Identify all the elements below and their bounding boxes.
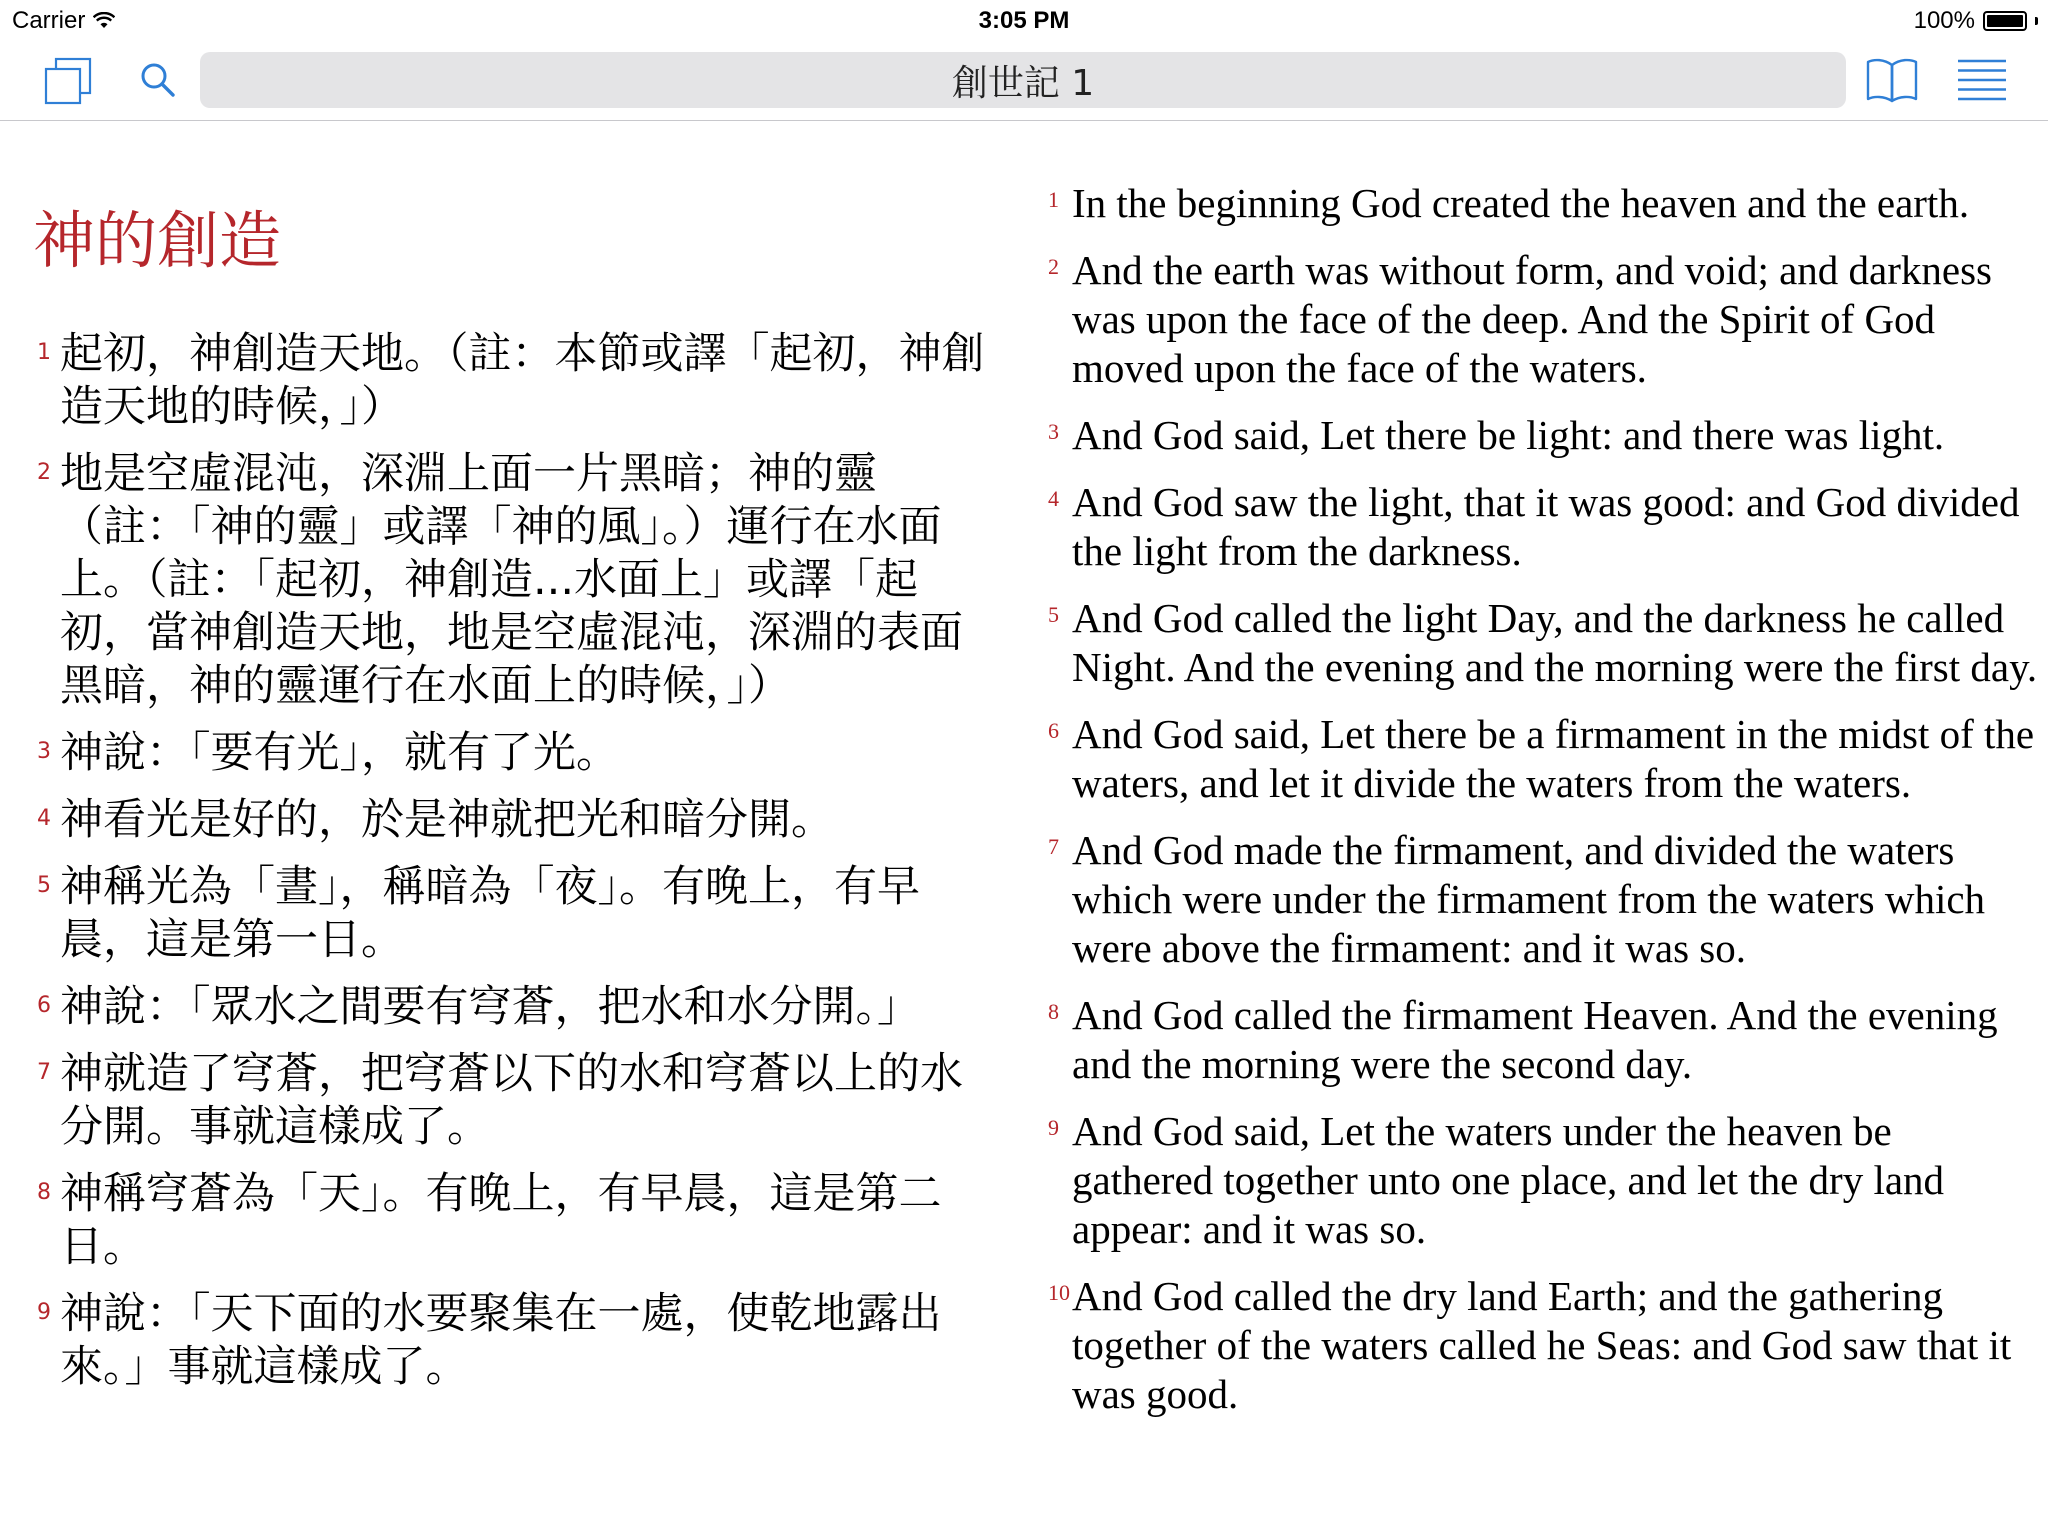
navigation-toolbar (0, 40, 2048, 121)
verse-number: 2 (37, 460, 51, 485)
verse-number: 7 (1048, 834, 1059, 859)
verse[interactable] (1050, 179, 2040, 228)
battery-indicator (1914, 7, 2038, 35)
carrier-label: Carrier (12, 7, 86, 34)
verse[interactable] (33, 727, 998, 780)
windows-button[interactable] (38, 52, 98, 108)
verse-number: 1 (1048, 187, 1059, 212)
verse-number: 10 (1048, 1280, 1070, 1305)
chinese-verse-list (33, 328, 998, 1408)
verse-text: 神稱光為「晝」，稱暗為「夜」。有晚上，有早晨，這是第一日。 (60, 862, 920, 965)
verse-number: 9 (37, 1300, 51, 1325)
verse-number: 6 (37, 993, 51, 1018)
verse-text: And God made the firmament, and divided the waters which were under the firmament from the waters which were above the firmament: and it was so. (1072, 827, 1986, 971)
verse[interactable] (1050, 1272, 2040, 1419)
verse[interactable] (1050, 478, 2040, 576)
search-icon (138, 60, 178, 100)
verse-number: 8 (37, 1180, 51, 1205)
verse-number: 5 (1048, 602, 1059, 627)
verse[interactable] (33, 1048, 998, 1154)
verse-number: 2 (1048, 254, 1059, 279)
verse-text: And God said, Let the waters under the heaven be gathered together unto one place, and let the dry land appear: and it was so. (1072, 1108, 1945, 1252)
verse-text: And the earth was without form, and void; and darkness was upon the face of the deep. And the Spirit of God moved upon the face of the waters. (1072, 247, 1993, 391)
verse-number: 3 (37, 739, 51, 764)
verse-text: And God called the dry land Earth; and the gathering together of the waters called he Seas: and God saw that it was good. (1072, 1273, 2012, 1417)
verse[interactable] (1050, 246, 2040, 393)
library-button[interactable] (1862, 52, 1922, 108)
verse-text: And God saw the light, that it was good: and God divided the light from the darkness. (1072, 479, 2020, 574)
book-icon (1864, 55, 1920, 105)
verse-number: 8 (1048, 999, 1059, 1024)
chinese-text-panel[interactable] (0, 121, 1010, 1536)
verse[interactable] (33, 328, 998, 434)
search-button[interactable] (128, 52, 188, 108)
verse-number: 4 (1048, 486, 1059, 511)
verse[interactable] (1050, 826, 2040, 973)
list-icon (1957, 58, 2007, 102)
verse-text: 神看光是好的，於是神就把光和暗分開。 (60, 795, 834, 845)
verse-number: 5 (37, 873, 51, 898)
verse-number: 1 (37, 340, 51, 365)
verse-number: 9 (1048, 1115, 1059, 1140)
contents-button[interactable] (1952, 52, 2012, 108)
verse[interactable] (33, 1288, 998, 1394)
verse-text: 地是空虛混沌，深淵上面一片黑暗；神的靈（註：「神的靈」或譯「神的風」。）運行在水面上。（註：「起初，神創造...水面上」或譯「起初，當神創造天地，地是空虛混沌，深淵的表面黑暗，神的靈運行在水面上的時候，」） (60, 449, 963, 711)
section-heading: 神的創造 (33, 204, 282, 277)
verse-text: 神說：「眾水之間要有穹蒼，把水和水分開。」 (60, 982, 920, 1032)
verse-text: And God called the light Day, and the darkness he called Night. And the evening and the morning were the first day. (1072, 595, 2038, 690)
verse-text: 起初，神創造天地。（註：本節或譯「起初，神創造天地的時候，」） (60, 329, 985, 432)
verse-text: In the beginning God created the heaven and the earth. (1072, 180, 1970, 226)
windows-icon (42, 55, 94, 105)
verse-number: 4 (37, 806, 51, 831)
status-bar (0, 0, 2048, 40)
verse-text: And God said, Let there be light: and there was light. (1072, 412, 1945, 458)
verse-text: And God said, Let there be a firmament in the midst of the waters, and let it divide the waters from the waters. (1072, 711, 2035, 806)
verse[interactable] (1050, 411, 2040, 460)
verse[interactable] (33, 1168, 998, 1274)
chapter-title: 創世記 1 (951, 62, 1095, 104)
verse-text: And God called the firmament Heaven. And the evening and the morning were the second day. (1072, 992, 1998, 1087)
verse[interactable] (33, 448, 998, 713)
verse[interactable] (1050, 1107, 2040, 1254)
verse[interactable] (33, 861, 998, 967)
english-text-panel[interactable] (1040, 121, 2040, 1536)
verse[interactable] (33, 794, 998, 847)
verse-text: 神就造了穹蒼，把穹蒼以下的水和穹蒼以上的水分開。事就這樣成了。 (60, 1049, 963, 1152)
verse[interactable] (1050, 594, 2040, 692)
verse[interactable] (1050, 710, 2040, 808)
verse-number: 7 (37, 1060, 51, 1085)
clock: 3:05 PM (978, 7, 1070, 34)
battery-percent: 100% (1913, 7, 1975, 34)
verse-number: 6 (1048, 718, 1059, 743)
english-verse-list (1050, 179, 2040, 1437)
battery-icon (1983, 11, 2027, 31)
verse[interactable] (1050, 991, 2040, 1089)
verse-number: 3 (1048, 419, 1059, 444)
verse-text: 神說：「要有光」，就有了光。 (60, 728, 619, 778)
verse-text: 神稱穹蒼為「天」。有晚上，有早晨，這是第二日。 (60, 1169, 942, 1272)
verse-text: 神說：「天下面的水要聚集在一處，使乾地露出來。」事就這樣成了。 (60, 1289, 942, 1392)
verse[interactable] (33, 981, 998, 1034)
chapter-selector[interactable] (200, 52, 1846, 108)
